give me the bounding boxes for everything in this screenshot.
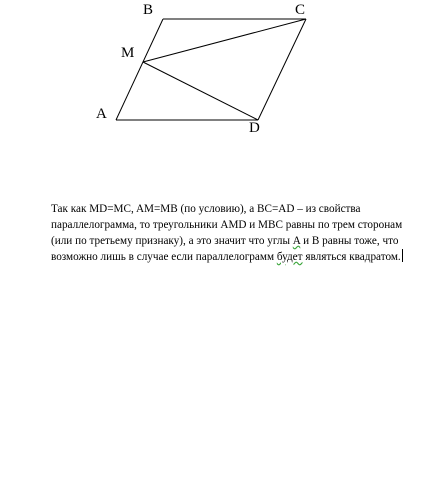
vertex-label-m: M: [121, 45, 135, 61]
side-ab: [116, 19, 163, 120]
solution-paragraph[interactable]: [51, 201, 411, 265]
spellcheck-underlined-budet: будет: [276, 251, 303, 263]
parallelogram-figure: [0, 0, 421, 160]
paragraph-line-4-end: являться квадратом.: [305, 251, 401, 263]
vertex-label-d: D: [249, 120, 260, 136]
spellcheck-underlined-a: A: [292, 235, 301, 247]
paragraph-line-3: [51, 233, 411, 249]
vertex-label-c: C: [295, 2, 306, 18]
paragraph-line-3-end: и B равны тоже, что: [303, 235, 399, 247]
segment-mc: [143, 19, 306, 62]
text-cursor: [402, 249, 403, 262]
vertex-label-a: A: [96, 106, 107, 122]
paragraph-line-4: [51, 249, 411, 265]
paragraph-line-4-start: возможно лишь в случае если параллелограмм: [51, 251, 275, 263]
segment-md: [143, 62, 258, 120]
paragraph-line-3-start: (или по третьему признаку), а это значит что углы: [51, 235, 290, 247]
parallelogram-diagram: [0, 0, 421, 160]
paragraph-line-2: параллелограмма, то треугольники AMD и MBC равны по трем сторонам: [51, 219, 403, 231]
vertex-label-b: B: [143, 2, 154, 18]
paragraph-line-1: Так как MD=MC, AM=MB (по условию), а BC=AD – из свойства: [51, 203, 361, 215]
side-cd: [258, 19, 306, 120]
